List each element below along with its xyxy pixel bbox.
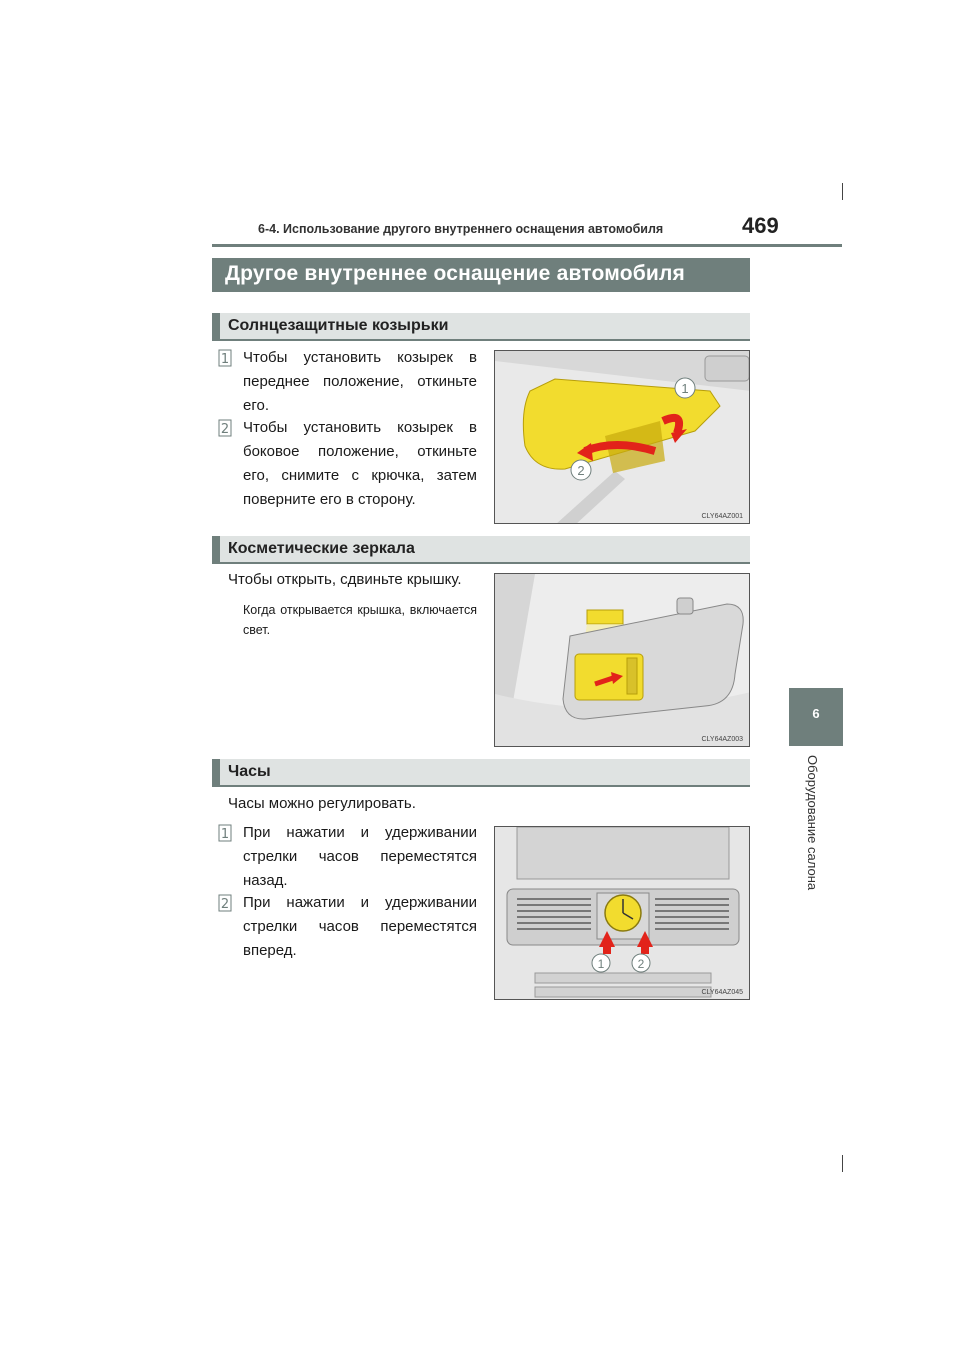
svg-text:1: 1 (220, 352, 230, 367)
svg-text:2: 2 (220, 422, 230, 437)
sun-visor-step-2: Чтобы установить козырек в боковое положение, откиньте его, снимите с крючка, затем поверните его в сторону. (243, 419, 477, 508)
page-number: 469 (742, 213, 779, 238)
subsection-title: Часы (228, 763, 271, 780)
clock-illustration (495, 827, 750, 1000)
section-title: Другое внутреннее оснащение автомобиля (225, 262, 686, 285)
chapter-side-label: Оборудование салона (805, 755, 820, 891)
subsection-clock (212, 759, 750, 787)
svg-text:2: 2 (220, 897, 230, 912)
vanity-mirror-figure (494, 573, 750, 747)
crop-mark-bottom (842, 1155, 843, 1172)
figure-code: CLY64AZ001 (701, 513, 743, 520)
chapter-tab-number: 6 (812, 706, 820, 721)
subsection-sun-visors (212, 313, 750, 341)
step-2-icon (218, 894, 232, 912)
crop-mark-top (842, 183, 843, 200)
clock-step-1: При нажатии и удерживании стрелки часов переместятся назад. (243, 824, 477, 889)
svg-text:1: 1 (681, 381, 689, 396)
chapter-tab[interactable] (789, 688, 843, 746)
figure-code: CLY64AZ003 (701, 736, 743, 743)
vanity-mirror-note: Когда открывается крышка, включается свет. (243, 603, 477, 637)
sun-visor-figure (494, 350, 750, 524)
clock-figure (494, 826, 750, 1000)
header-divider (212, 244, 842, 247)
svg-text:2: 2 (577, 463, 585, 478)
chapter-title: 6-4. Использование другого внутреннего оснащения автомобиля (258, 222, 664, 236)
clock-intro: Часы можно регулировать. (228, 795, 416, 812)
svg-text:2: 2 (637, 957, 645, 971)
step-1-icon (218, 824, 232, 842)
step-1-icon (218, 349, 232, 367)
clock-step-2: При нажатии и удерживании стрелки часов переместятся вперед. (243, 894, 477, 959)
vanity-mirror-illustration (495, 574, 750, 747)
svg-text:1: 1 (220, 827, 230, 842)
vanity-mirror-text: Чтобы открыть, сдвиньте крышку. (228, 571, 462, 588)
subsection-vanity-mirrors (212, 536, 750, 564)
subsection-title: Солнцезащитные козырьки (228, 317, 449, 334)
subsection-title: Косметические зеркала (228, 540, 415, 557)
step-2-icon (218, 419, 232, 437)
sun-visor-step-1: Чтобы установить козырек в переднее положение, откиньте его. (243, 349, 477, 414)
figure-code: CLY64AZ045 (701, 989, 743, 996)
sun-visor-illustration (495, 351, 750, 524)
svg-text:1: 1 (597, 957, 605, 971)
section-title-bar (212, 258, 750, 292)
